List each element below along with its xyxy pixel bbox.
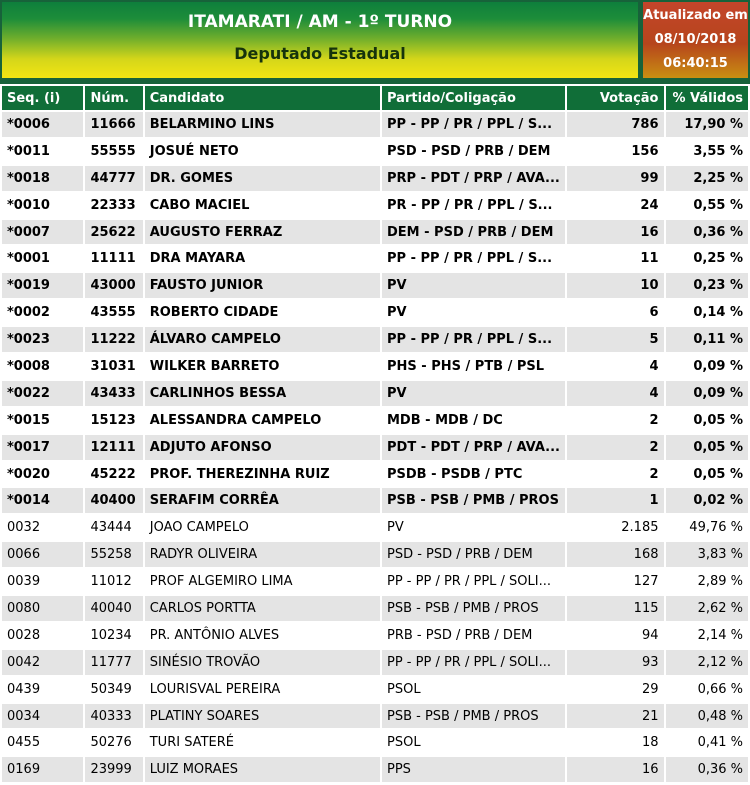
cell-candidato: ADJUTO AFONSO bbox=[145, 435, 380, 460]
cell-seq: *0011 bbox=[2, 139, 83, 164]
cell-num: 55555 bbox=[85, 139, 142, 164]
table-row bbox=[2, 435, 748, 460]
cell-partido: PP - PP / PR / PPL / S... bbox=[382, 246, 565, 271]
table-row bbox=[2, 327, 748, 352]
cell-partido: PR - PP / PR / PPL / S... bbox=[382, 193, 565, 218]
table-row bbox=[2, 596, 748, 621]
cell-seq: *0018 bbox=[2, 166, 83, 191]
cell-partido: PRB - PSD / PRB / DEM bbox=[382, 623, 565, 648]
table-row bbox=[2, 300, 748, 325]
cell-seq: *0019 bbox=[2, 273, 83, 298]
cell-pct: 0,48 % bbox=[666, 704, 749, 729]
table-row bbox=[2, 623, 748, 648]
cell-num: 44777 bbox=[85, 166, 142, 191]
cell-candidato: ÁLVARO CAMPELO bbox=[145, 327, 380, 352]
cell-num: 31031 bbox=[85, 354, 142, 379]
cell-pct: 0,11 % bbox=[666, 327, 749, 352]
cell-pct: 2,25 % bbox=[666, 166, 749, 191]
cell-candidato: RADYR OLIVEIRA bbox=[145, 542, 380, 567]
cell-num: 40040 bbox=[85, 596, 142, 621]
cell-candidato: BELARMINO LINS bbox=[145, 112, 380, 137]
cell-num: 11222 bbox=[85, 327, 142, 352]
cell-votos: 93 bbox=[567, 650, 664, 675]
cell-num: 40333 bbox=[85, 704, 142, 729]
cell-pct: 0,23 % bbox=[666, 273, 749, 298]
cell-partido: PSOL bbox=[382, 677, 565, 702]
cell-num: 45222 bbox=[85, 462, 142, 487]
cell-candidato: LUIZ MORAES bbox=[145, 757, 380, 782]
cell-candidato: DRA MAYARA bbox=[145, 246, 380, 271]
cell-candidato: PROF ALGEMIRO LIMA bbox=[145, 569, 380, 594]
cell-pct: 0,09 % bbox=[666, 381, 749, 406]
cell-partido: PV bbox=[382, 273, 565, 298]
cell-seq: 0028 bbox=[2, 623, 83, 648]
table-row bbox=[2, 273, 748, 298]
cell-pct: 0,66 % bbox=[666, 677, 749, 702]
cell-candidato: PLATINY SOARES bbox=[145, 704, 380, 729]
cell-pct: 0,55 % bbox=[666, 193, 749, 218]
cell-seq: *0001 bbox=[2, 246, 83, 271]
cell-partido: PSDB - PSDB / PTC bbox=[382, 462, 565, 487]
cell-pct: 0,09 % bbox=[666, 354, 749, 379]
cell-num: 10234 bbox=[85, 623, 142, 648]
cell-candidato: CARLINHOS BESSA bbox=[145, 381, 380, 406]
cell-candidato: WILKER BARRETO bbox=[145, 354, 380, 379]
cell-seq: 0042 bbox=[2, 650, 83, 675]
cell-candidato: LOURISVAL PEREIRA bbox=[145, 677, 380, 702]
col-pct-header[interactable]: % Válidos bbox=[666, 86, 749, 110]
cell-partido: PRP - PDT / PRP / AVA... bbox=[382, 166, 565, 191]
cell-votos: 6 bbox=[567, 300, 664, 325]
cell-candidato: SINÉSIO TROVÃO bbox=[145, 650, 380, 675]
col-votacao-header[interactable]: Votação bbox=[567, 86, 664, 110]
table-row bbox=[2, 730, 748, 755]
col-partido-header[interactable]: Partido/Coligação bbox=[382, 86, 565, 110]
cell-seq: *0020 bbox=[2, 462, 83, 487]
cell-seq: *0006 bbox=[2, 112, 83, 137]
cell-pct: 0,05 % bbox=[666, 435, 749, 460]
cell-partido: DEM - PSD / PRB / DEM bbox=[382, 220, 565, 245]
cell-pct: 2,14 % bbox=[666, 623, 749, 648]
table-row bbox=[2, 246, 748, 271]
cell-pct: 49,76 % bbox=[666, 515, 749, 540]
cell-num: 43000 bbox=[85, 273, 142, 298]
table-row bbox=[2, 408, 748, 433]
cell-votos: 29 bbox=[567, 677, 664, 702]
cell-pct: 17,90 % bbox=[666, 112, 749, 137]
cell-votos: 99 bbox=[567, 166, 664, 191]
cell-pct: 0,14 % bbox=[666, 300, 749, 325]
cell-num: 50349 bbox=[85, 677, 142, 702]
cell-pct: 0,05 % bbox=[666, 408, 749, 433]
cell-seq: *0014 bbox=[2, 488, 83, 513]
cell-candidato: FAUSTO JUNIOR bbox=[145, 273, 380, 298]
table-row bbox=[2, 193, 748, 218]
table-row bbox=[2, 220, 748, 245]
cell-pct: 0,36 % bbox=[666, 757, 749, 782]
cell-votos: 16 bbox=[567, 757, 664, 782]
cell-votos: 94 bbox=[567, 623, 664, 648]
cell-seq: *0023 bbox=[2, 327, 83, 352]
update-time: 06:40:15 bbox=[663, 56, 728, 71]
cell-pct: 2,12 % bbox=[666, 650, 749, 675]
cell-seq: *0007 bbox=[2, 220, 83, 245]
title-banner bbox=[2, 2, 638, 78]
cell-votos: 4 bbox=[567, 354, 664, 379]
table-row bbox=[2, 462, 748, 487]
cell-partido: PSB - PSB / PMB / PROS bbox=[382, 704, 565, 729]
cell-pct: 3,55 % bbox=[666, 139, 749, 164]
update-panel bbox=[643, 2, 748, 78]
update-date: 08/10/2018 bbox=[654, 32, 737, 47]
table-row bbox=[2, 569, 748, 594]
cell-num: 12111 bbox=[85, 435, 142, 460]
cell-votos: 24 bbox=[567, 193, 664, 218]
cell-pct: 0,36 % bbox=[666, 220, 749, 245]
cell-votos: 2 bbox=[567, 462, 664, 487]
cell-pct: 0,05 % bbox=[666, 462, 749, 487]
cell-partido: PHS - PHS / PTB / PSL bbox=[382, 354, 565, 379]
cell-pct: 0,25 % bbox=[666, 246, 749, 271]
cell-partido: PV bbox=[382, 515, 565, 540]
table-row bbox=[2, 704, 748, 729]
table-row bbox=[2, 139, 748, 164]
col-seq-header[interactable]: Seq. (i) bbox=[2, 86, 83, 110]
table-row bbox=[2, 650, 748, 675]
cell-num: 23999 bbox=[85, 757, 142, 782]
cell-seq: 0169 bbox=[2, 757, 83, 782]
cell-num: 11777 bbox=[85, 650, 142, 675]
cell-votos: 127 bbox=[567, 569, 664, 594]
cell-votos: 10 bbox=[567, 273, 664, 298]
col-candidato-header[interactable]: Candidato bbox=[145, 86, 380, 110]
cell-num: 11111 bbox=[85, 246, 142, 271]
cell-votos: 2 bbox=[567, 408, 664, 433]
cell-seq: *0022 bbox=[2, 381, 83, 406]
cell-seq: 0039 bbox=[2, 569, 83, 594]
cell-candidato: ALESSANDRA CAMPELO bbox=[145, 408, 380, 433]
cell-partido: PPS bbox=[382, 757, 565, 782]
cell-partido: MDB - MDB / DC bbox=[382, 408, 565, 433]
update-label: Atualizado em bbox=[643, 8, 748, 23]
table-row bbox=[2, 166, 748, 191]
cell-votos: 156 bbox=[567, 139, 664, 164]
cell-pct: 2,62 % bbox=[666, 596, 749, 621]
cell-pct: 0,41 % bbox=[666, 730, 749, 755]
cell-candidato: TURI SATERÉ bbox=[145, 730, 380, 755]
table-row bbox=[2, 677, 748, 702]
cell-candidato: CARLOS PORTTA bbox=[145, 596, 380, 621]
table-row bbox=[2, 381, 748, 406]
cell-votos: 5 bbox=[567, 327, 664, 352]
cell-pct: 3,83 % bbox=[666, 542, 749, 567]
cell-num: 15123 bbox=[85, 408, 142, 433]
cell-num: 50276 bbox=[85, 730, 142, 755]
cell-votos: 16 bbox=[567, 220, 664, 245]
table-row bbox=[2, 757, 748, 782]
table-row bbox=[2, 354, 748, 379]
cell-num: 43444 bbox=[85, 515, 142, 540]
cell-pct: 2,89 % bbox=[666, 569, 749, 594]
cell-candidato: DR. GOMES bbox=[145, 166, 380, 191]
cell-candidato: SERAFIM CORRÊA bbox=[145, 488, 380, 513]
cell-votos: 168 bbox=[567, 542, 664, 567]
cell-num: 22333 bbox=[85, 193, 142, 218]
cell-seq: *0015 bbox=[2, 408, 83, 433]
cell-candidato: PROF. THEREZINHA RUIZ bbox=[145, 462, 380, 487]
cell-candidato: JOAO CAMPELO bbox=[145, 515, 380, 540]
cell-votos: 21 bbox=[567, 704, 664, 729]
cell-partido: PSD - PSD / PRB / DEM bbox=[382, 139, 565, 164]
cell-num: 43555 bbox=[85, 300, 142, 325]
cell-num: 11666 bbox=[85, 112, 142, 137]
cell-seq: *0017 bbox=[2, 435, 83, 460]
table-header-row bbox=[2, 86, 748, 110]
cell-votos: 11 bbox=[567, 246, 664, 271]
cell-partido: PP - PP / PR / PPL / S... bbox=[382, 327, 565, 352]
cell-num: 25622 bbox=[85, 220, 142, 245]
cell-candidato: ROBERTO CIDADE bbox=[145, 300, 380, 325]
cell-seq: 0032 bbox=[2, 515, 83, 540]
page-title: ITAMARATI / AM - 1º TURNO bbox=[187, 12, 453, 32]
cell-pct: 0,02 % bbox=[666, 488, 749, 513]
cell-partido: PSD - PSD / PRB / DEM bbox=[382, 542, 565, 567]
table-row bbox=[2, 542, 748, 567]
cell-seq: 0066 bbox=[2, 542, 83, 567]
cell-votos: 115 bbox=[567, 596, 664, 621]
cell-partido: PP - PP / PR / PPL / SOLI... bbox=[382, 569, 565, 594]
cell-votos: 4 bbox=[567, 381, 664, 406]
cell-seq: 0080 bbox=[2, 596, 83, 621]
cell-partido: PSB - PSB / PMB / PROS bbox=[382, 488, 565, 513]
table-row bbox=[2, 488, 748, 513]
table-row bbox=[2, 112, 748, 137]
cell-seq: 0034 bbox=[2, 704, 83, 729]
cell-partido: PV bbox=[382, 300, 565, 325]
page-subtitle: Deputado Estadual bbox=[234, 44, 406, 63]
cell-partido: PSOL bbox=[382, 730, 565, 755]
cell-votos: 18 bbox=[567, 730, 664, 755]
cell-candidato: JOSUÉ NETO bbox=[145, 139, 380, 164]
cell-num: 40400 bbox=[85, 488, 142, 513]
cell-votos: 786 bbox=[567, 112, 664, 137]
cell-partido: PV bbox=[382, 381, 565, 406]
cell-candidato: CABO MACIEL bbox=[145, 193, 380, 218]
cell-candidato: PR. ANTÔNIO ALVES bbox=[145, 623, 380, 648]
cell-partido: PSB - PSB / PMB / PROS bbox=[382, 596, 565, 621]
cell-votos: 1 bbox=[567, 488, 664, 513]
cell-num: 11012 bbox=[85, 569, 142, 594]
cell-partido: PP - PP / PR / PPL / S... bbox=[382, 112, 565, 137]
cell-seq: *0008 bbox=[2, 354, 83, 379]
table-row bbox=[2, 515, 748, 540]
cell-num: 43433 bbox=[85, 381, 142, 406]
cell-partido: PDT - PDT / PRP / AVA... bbox=[382, 435, 565, 460]
cell-seq: 0439 bbox=[2, 677, 83, 702]
header-area bbox=[0, 0, 750, 84]
cell-votos: 2 bbox=[567, 435, 664, 460]
cell-seq: *0010 bbox=[2, 193, 83, 218]
results-table bbox=[0, 84, 750, 784]
cell-candidato: AUGUSTO FERRAZ bbox=[145, 220, 380, 245]
cell-seq: *0002 bbox=[2, 300, 83, 325]
cell-votos: 2.185 bbox=[567, 515, 664, 540]
cell-num: 55258 bbox=[85, 542, 142, 567]
cell-seq: 0455 bbox=[2, 730, 83, 755]
col-num-header[interactable]: Núm. bbox=[85, 86, 142, 110]
cell-partido: PP - PP / PR / PPL / SOLI... bbox=[382, 650, 565, 675]
